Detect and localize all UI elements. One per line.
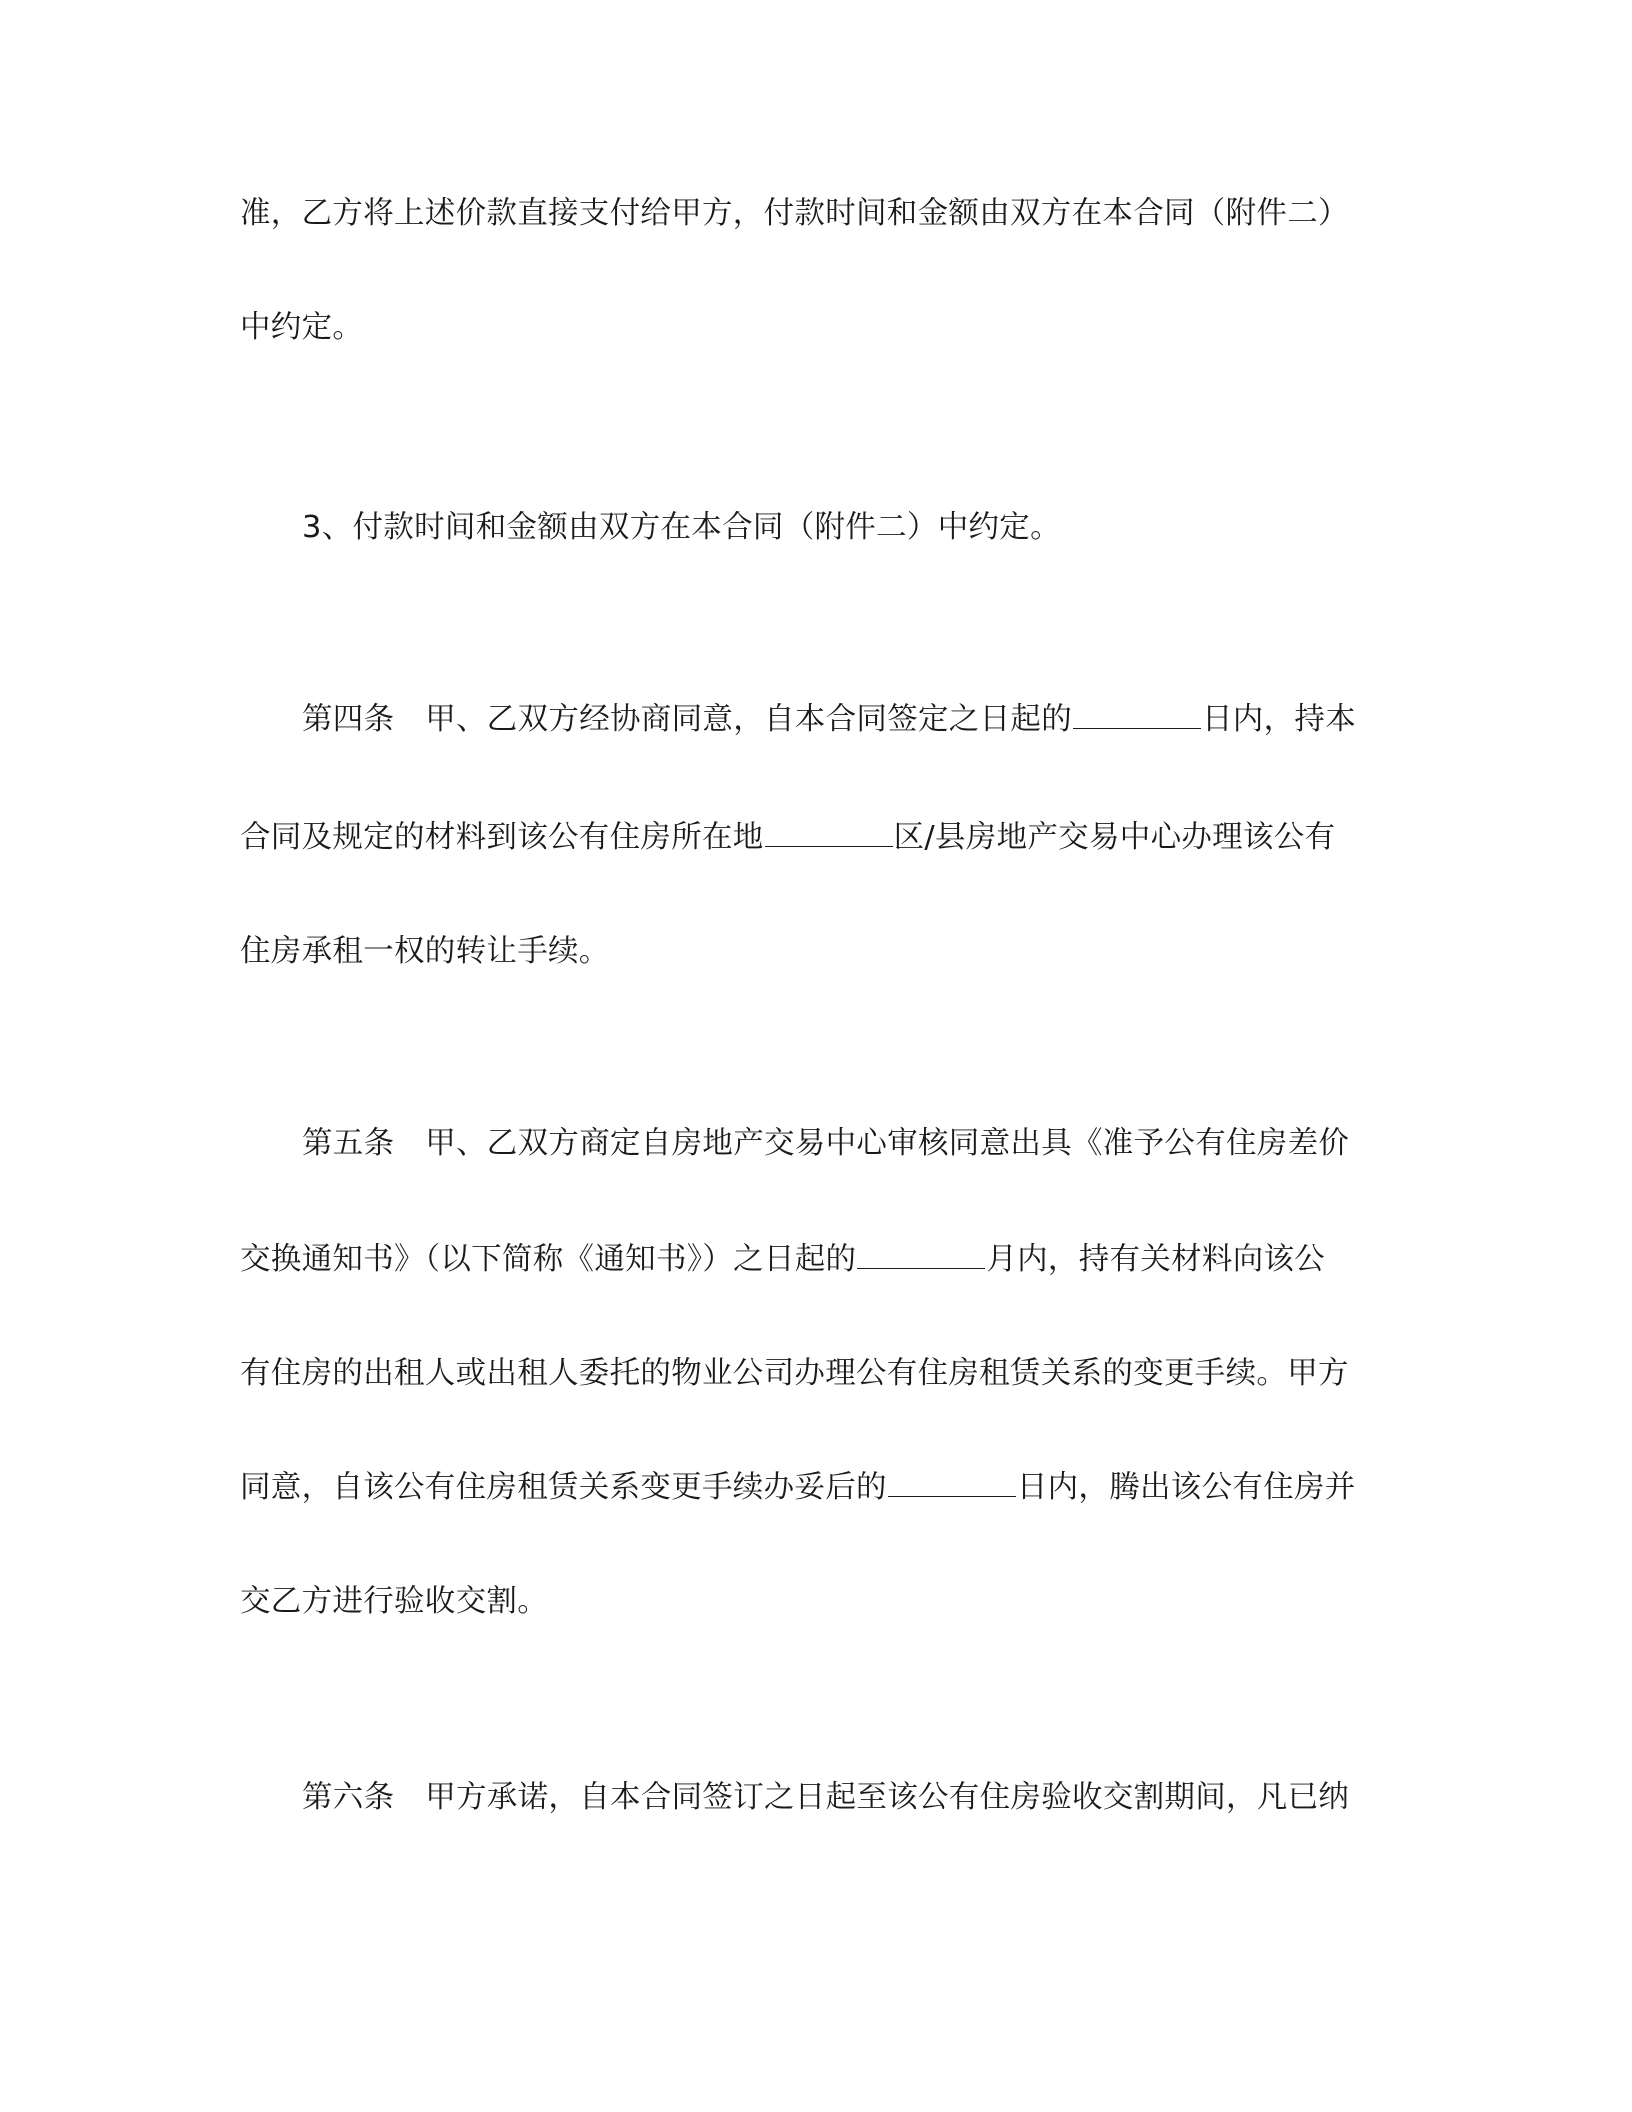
article-6-line-1: 第六条 甲方承诺，自本合同签订之日起至该公有住房验收交割期间，凡已纳 — [302, 1780, 1350, 1815]
text-line-2: 中约定。 — [240, 310, 364, 345]
article-4-text-b: 日内，持本 — [1202, 702, 1356, 737]
text-line-3: 3、付款时间和金额由双方在本合同（附件二）中约定。 — [302, 510, 1061, 545]
article-5-line-5: 交乙方进行验收交割。 — [240, 1584, 548, 1619]
fill-in-blank-months — [857, 1238, 985, 1269]
fill-in-blank-district — [765, 816, 893, 847]
fill-in-blank-days-2 — [888, 1466, 1016, 1497]
article-4-text-c: 合同及规定的材料到该公有住房所在地 — [240, 820, 764, 855]
article-5-line-1: 第五条 甲、乙双方商定自房地产交易中心审核同意出具《准予公有住房差价 — [302, 1126, 1350, 1161]
article-4-line-1 — [302, 698, 1356, 742]
article-5-line-2 — [240, 1238, 1325, 1282]
article-5-text-d: 日内，腾出该公有住房并 — [1016, 1470, 1356, 1505]
article-4-text-d: 区/县房地产交易中心办理该公有 — [893, 820, 1336, 855]
text-line-1: 准，乙方将上述价款直接支付给甲方，付款时间和金额由双方在本合同（附件二） — [240, 196, 1349, 231]
article-5-line-4 — [240, 1466, 1356, 1510]
article-4-line-3: 住房承租一权的转让手续。 — [240, 934, 610, 969]
article-4-text-a: 第四条 甲、乙双方经协商同意，自本合同签定之日起的 — [302, 702, 1072, 737]
article-4-line-2 — [240, 816, 1335, 860]
article-5-text-a: 交换通知书》（以下简称《通知书》）之日起的 — [240, 1242, 857, 1277]
article-5-text-c: 同意，自该公有住房租赁关系变更手续办妥后的 — [240, 1470, 887, 1505]
article-5-line-3: 有住房的出租人或出租人委托的物业公司办理公有住房租赁关系的变更手续。甲方 — [240, 1356, 1349, 1391]
article-5-text-b: 月内，持有关材料向该公 — [986, 1242, 1326, 1277]
fill-in-blank-days — [1073, 698, 1201, 729]
